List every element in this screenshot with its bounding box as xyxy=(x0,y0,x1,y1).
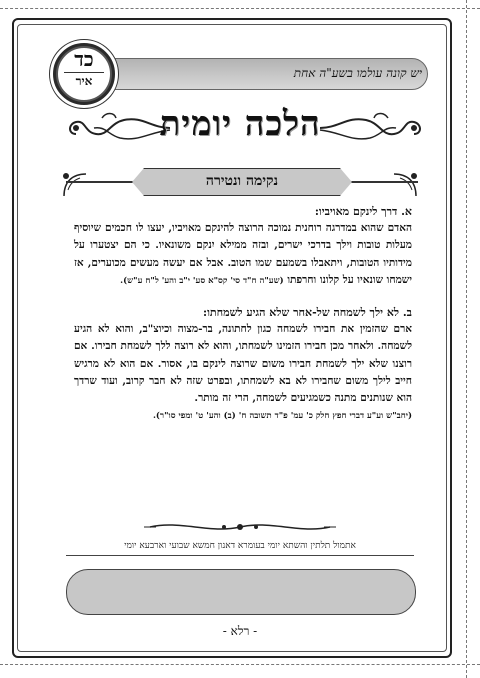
date-month: איר xyxy=(75,74,93,88)
right-flourish-icon xyxy=(318,110,428,146)
cut-line-bottom xyxy=(0,664,480,665)
subtitle-rule-left xyxy=(66,181,132,183)
page-title: הלכה יומית xyxy=(159,104,321,144)
section-body xyxy=(74,220,412,290)
section-body-text: ארם שהזמין את חבירו לשמחה כגון לחתונה, בר-מצוה וכיוצ"ב, והוא לא הגיע לשמחה. ולאחר מכן חבירו הזמינו לשמחתו, והוא לא רוצה ללך לשמחת חבירו. אם רוצנו שלא ילך לשמחת חבירו משום שרוצה לינקם בו, אסור. אם הוא לא מרגיש חייב לילך משום שחבירו לא בא לשמחתו, ובפרט שזה לא חבר קרוב, ועוד שרדך הוא שנותנים מתנה כשמגיעים לשמחה, הרי זה מותר. xyxy=(74,323,412,405)
footer-divider xyxy=(66,555,414,556)
corner-ornament-icon xyxy=(60,170,88,198)
section-source: (יחב"ש וע"ע דברי חפץ חלק כ' עמ' פ"ד תשובה ח' (ב) והע' ט' ומפי סו"ר). xyxy=(152,411,412,422)
divider-ornament-icon xyxy=(140,518,340,536)
section-subtitle: נקימה ונטירה xyxy=(205,173,279,189)
page-number: - רלא - xyxy=(222,624,258,638)
halacha-content xyxy=(74,200,412,425)
cut-line-top xyxy=(0,8,480,9)
section-source: (שע"ה ח"ד סי' קס"א סע' י"ב והע' ל"ח ע"ש). xyxy=(120,275,284,286)
section-body-text: האדם שהוא במדרגה רוחנית נמוכה הרוצה להינקם מאויביו, יעצו לו חכמים שיוסיף מעלות טובות וילך בדרכי ישרים, ובזה ממילא יִנקם משונאיו. כי הם יצטערו על מידותיו הטובות, ויתאבלו בשמעם שמו הטוב. אבל אם יעשה מעשים מכוערים, אז ישמחו שונאיו על קלונו וחרפתו xyxy=(74,222,412,286)
section-heading: ב. לא ילך לשמחה של-אחר שלא הגיע לשמחתו: xyxy=(203,306,412,320)
section-heading: א. דרך לינקם מאויביו: xyxy=(314,205,412,218)
corner-ornament-icon xyxy=(392,170,420,198)
section-source-line xyxy=(74,407,412,425)
section-body xyxy=(74,321,412,407)
header-text: יש קונה עולמו בשע"ה אחת xyxy=(293,66,422,80)
subtitle-rule-right xyxy=(352,181,418,183)
date-day: כד xyxy=(74,47,94,71)
footer-banner xyxy=(66,569,416,615)
omer-count-text: אתמול תלתין והשתא יומי בעומרא דאנון חמשא שבועי וארבעא יומי xyxy=(124,541,356,551)
cut-line-right xyxy=(466,0,467,678)
date-divider xyxy=(64,72,104,73)
